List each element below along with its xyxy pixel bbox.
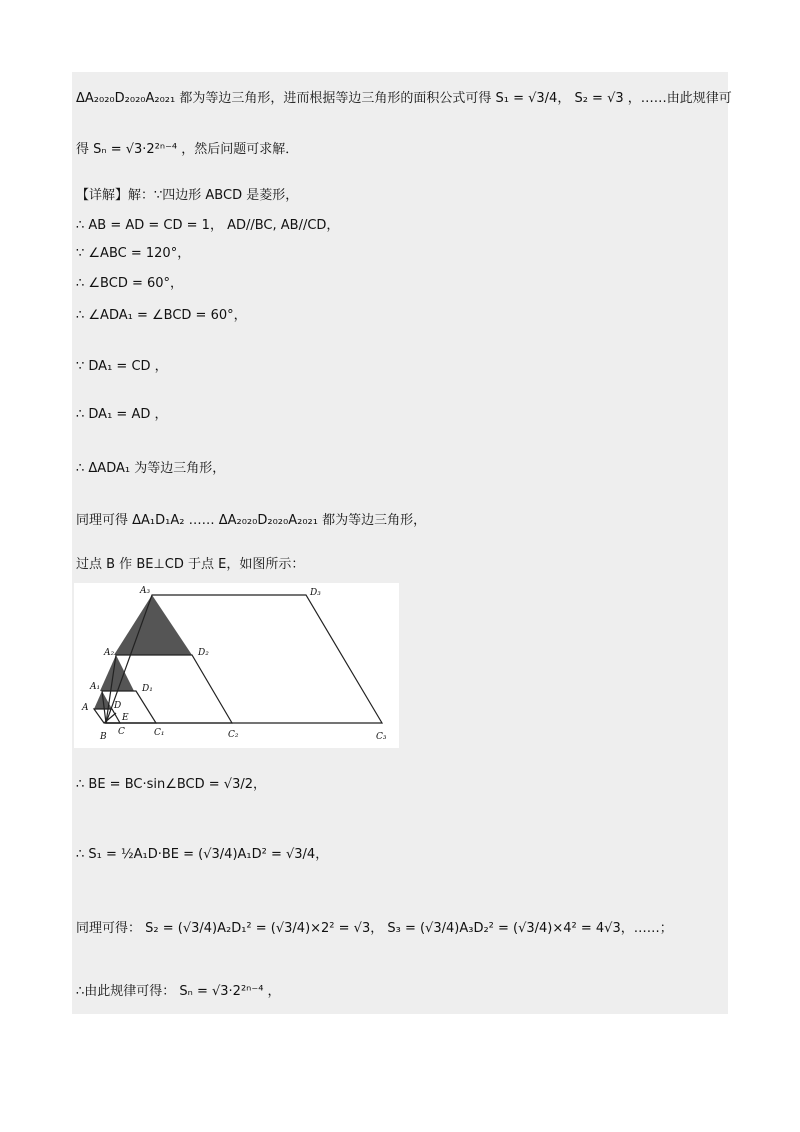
text-line-12: 过点 B 作 BE⊥CD 于点 E，如图所示：: [76, 557, 305, 572]
text-line-13: ∴ BE = BC·sin∠BCD = √3/2，: [76, 777, 267, 792]
text-line-8: ∵ DA₁ = CD ，: [76, 359, 168, 374]
text-line-9: ∴ DA₁ = AD ，: [76, 407, 168, 422]
document-page: [72, 72, 728, 1014]
label-a1: A₁: [90, 682, 101, 692]
label-d2: D₂: [198, 648, 209, 658]
text-line-3: 【详解】解：∵四边形 ABCD 是菱形，: [76, 188, 299, 203]
label-a3: A₃: [140, 586, 151, 596]
label-d: D: [114, 701, 122, 711]
text-line-7: ∴ ∠ADA₁ = ∠BCD = 60°，: [76, 308, 247, 323]
label-e: E: [122, 713, 129, 723]
label-a: A: [82, 703, 89, 713]
label-a2: A₂: [104, 648, 115, 658]
triangle-a2-d2-a3: [114, 595, 192, 655]
text-line-2: 得 Sₙ = √3·2²ⁿ⁻⁴ ，然后问题可求解．: [76, 142, 299, 157]
text-line-10: ∴ ΔADA₁ 为等边三角形，: [76, 461, 226, 476]
label-c3: C₃: [376, 732, 387, 742]
label-c1: C₁: [154, 728, 165, 738]
text-line-5: ∵ ∠ABC = 120°，: [76, 246, 191, 261]
rhombus-diagram: [74, 583, 399, 748]
label-d1: D₁: [142, 684, 153, 694]
text-line-1: ΔA₂₀₂₀D₂₀₂₀A₂₀₂₁ 都为等边三角形，进而根据等边三角形的面积公式可得 S₁ = √3/4， S₂ = √3 ，……由此规律可: [76, 91, 732, 106]
text-line-14: ∴ S₁ = ½A₁D·BE = (√3/4)A₁D² = √3/4，: [76, 847, 329, 862]
text-line-4: ∴ AB = AD = CD = 1， AD//BC, AB//CD，: [76, 218, 340, 233]
geometry-figure: [74, 583, 399, 748]
text-line-16: ∴由此规律可得： Sₙ = √3·2²ⁿ⁻⁴ ，: [76, 984, 281, 999]
label-b: B: [100, 732, 107, 742]
text-line-15: 同理可得： S₂ = (√3/4)A₂D₁² = (√3/4)×2² = √3， S₃ = (√3/4)A₃D₂² = (√3/4)×4² = 4√3，……；: [76, 921, 673, 936]
label-c2: C₂: [228, 730, 239, 740]
text-line-6: ∴ ∠BCD = 60°，: [76, 276, 184, 291]
label-d3: D₃: [310, 588, 321, 598]
text-line-11: 同理可得 ΔA₁D₁A₂ …… ΔA₂₀₂₀D₂₀₂₀A₂₀₂₁ 都为等边三角形，: [76, 513, 427, 528]
label-c: C: [118, 727, 125, 737]
